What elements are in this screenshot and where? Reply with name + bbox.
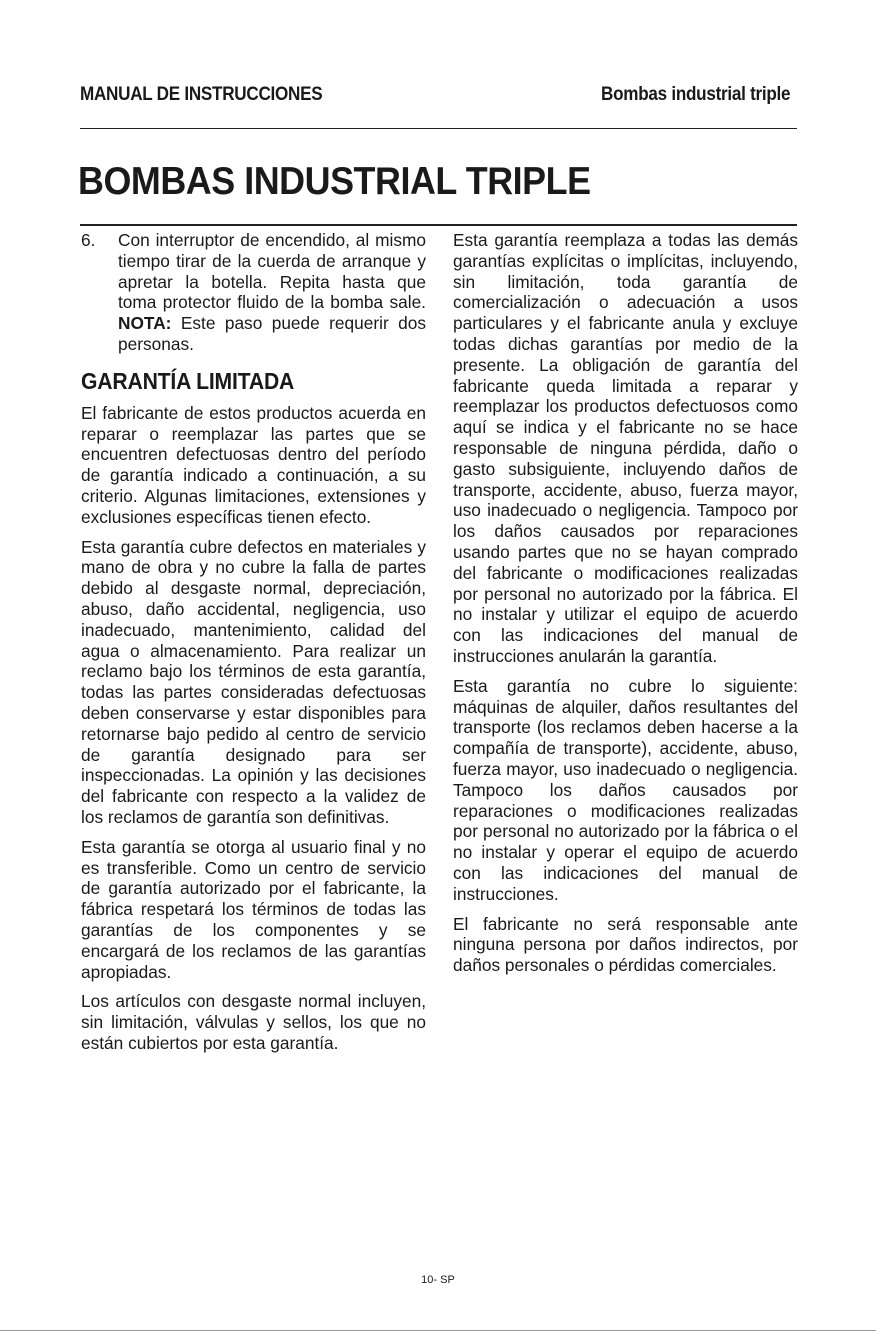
warranty-paragraph: Esta garantía se otorga al usuario final y no es transferible. Como un centro de servicio de garantía autorizado por el fabricante, la fábrica respetará los términos de todas las garantías de los componentes y se encargará de los reclamos de las garantías apropiadas.: [81, 836, 426, 982]
right-column: [453, 230, 798, 985]
warranty-heading: GARANTÍA LIMITADA: [81, 367, 295, 394]
note-label: NOTA:: [118, 313, 172, 334]
warranty-paragraph: Esta garantía cubre defectos en materiales y mano de obra y no cubre la falla de partes debido al desgaste normal, depreciación, abuso, daño accidental, negligencia, uso inadecuado, mantenimiento, calidad del agua o almacenamiento. Para realizar un reclamo bajo los términos de esta garantía, todas las partes consideradas defectuosas deben conservarse y estar disponibles para retornarse bajo pedido al centro de servicio de garantía designado para ser inspeccionadas. La opinión y las decisiones del fabricante con respecto a la validez de los reclamos de garantía son definitivas.: [81, 536, 426, 827]
page-title: BOMBAS INDUSTRIAL TRIPLE: [78, 160, 591, 203]
warranty-paragraph: Los artículos con desgaste normal incluyen, sin limitación, válvulas y sellos, los que no están cubiertos por esta garantía.: [81, 991, 426, 1053]
page-number: 10- SP: [421, 1274, 455, 1286]
header-divider: [80, 128, 797, 129]
step-number: 6.: [81, 230, 96, 250]
instruction-step: [81, 230, 426, 355]
warranty-paragraph: El fabricante de estos productos acuerda en reparar o reemplazar las partes que se encuentren defectuosas dentro del período de garantía indicado a continuación, a su criterio. Algunas limitaciones, extensiones y exclusiones específicas tienen efecto.: [81, 402, 426, 527]
step-text-before: Con interruptor de encendido, al mismo tiempo tirar de la cuerda de arranque y apretar la botella. Repita hasta que toma protector fluido de la bomba sale.: [118, 230, 426, 313]
title-divider: [80, 224, 797, 226]
warranty-paragraph: Esta garantía no cubre lo siguiente: máquinas de alquiler, daños resultantes del transporte (los reclamos deben hacerse a la compañía de transporte), accidente, abuso, fuerza mayor, uso inadecuado o negligencia. Tampoco los daños causados por reparaciones o modificaciones realizadas por personal no autorizado por la fábrica o el no instalar y operar el equipo de acuerdo con las indicaciones del manual de instrucciones.: [453, 675, 798, 904]
warranty-paragraph: El fabricante no será responsable ante ninguna persona por daños indirectos, por daños personales o pérdidas comerciales.: [453, 913, 798, 976]
left-column: [81, 230, 426, 1063]
step-text-after: Este paso puede requerir dos personas.: [118, 313, 426, 354]
running-header-manual: MANUAL DE INSTRUCCIONES: [80, 84, 323, 105]
page-bottom-edge: [0, 1330, 876, 1331]
warranty-paragraph: Esta garantía reemplaza a todas las demás garantías explícitas o implícitas, incluyendo, sin limitación, toda garantía de comercialización o adecuación a usos particulares y el fabricante anula y excluye todas dichas garantías por medio de la presente. La obligación de garantía del fabricante queda limitada a reparar y reemplazar los productos defectuosos como aquí se indica y el fabricante no se hace responsable de ninguna pérdida, daño o gasto subsiguiente, incluyendo daños de transporte, accidente, abuso, fuerza mayor, uso inadecuado o negligencia. Tampoco por los daños causados por reparaciones usando partes que no se hayan comprado del fabricante o modificaciones realizadas por personal no autorizado por la fábrica. El no instalar y utilizar el equipo de acuerdo con las indicaciones del manual de instrucciones anularán la garantía.: [453, 230, 798, 666]
step-text: [118, 230, 426, 355]
running-header-product: Bombas industrial triple: [600, 84, 790, 105]
